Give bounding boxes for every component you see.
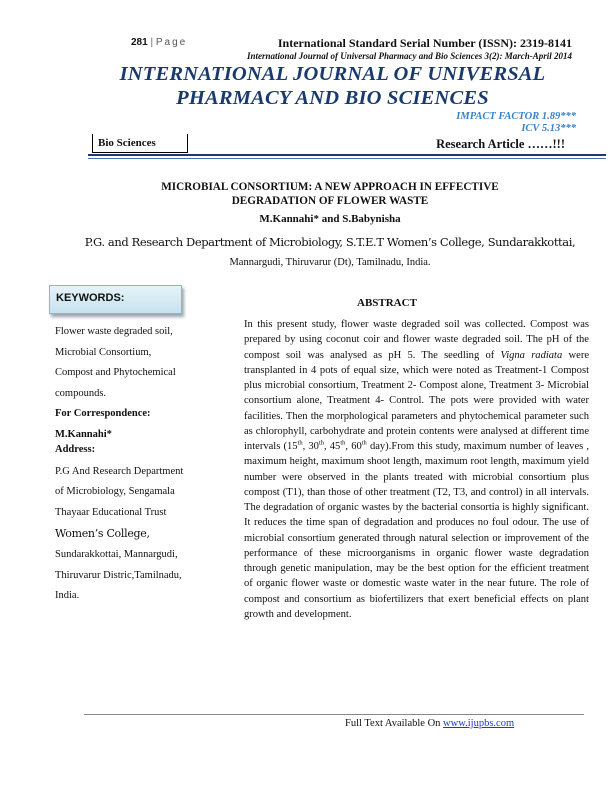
page-label: Page: [155, 37, 188, 48]
address-line: of Microbiology, Sengamala: [55, 486, 175, 498]
page-number-value: 281: [131, 37, 148, 48]
footer: [345, 718, 514, 729]
abstract-heading: ABSTRACT: [357, 297, 417, 309]
address-line: India.: [55, 590, 80, 602]
header-rule-thin: [88, 158, 606, 159]
correspondent-name: M.Kannahi*: [55, 428, 112, 440]
abstract-text: , 60: [345, 441, 362, 452]
journal-title-line2: PHARMACY AND BIO SCIENCES: [176, 87, 489, 109]
authors: M.Kannahi* and S.Babynisha: [259, 213, 401, 225]
page-number: [131, 37, 187, 48]
abstract-body: [244, 317, 589, 622]
address-line: Thiruvarur Distric,Tamilnadu,: [55, 569, 182, 581]
abstract-text: day).From this study, maximum number of leaves , maximum height, maximum shoot length, maximum root length, maximum yield number were observed in the plants treated with microbial consortium plus compost (T1), than those of other treatment (T2, T3, and control) in all intervals. The degradation of organic wastes by the bacterial consortia is highly significant. It reduces the time span of degradation and produces no foul odour. The use of microbial consortium generated through natural selection or improvement of the performance of these microorganisms in organic flower waste degradation through genetic manipulation, may be the best option for the efficient treatment of organic flower waste or domestic waste water in the near future. The role of compost and consortium as biofertilizers that exert beneficial effects on plant growth and development.: [244, 441, 590, 620]
category-box: Bio Sciences: [92, 134, 188, 153]
abstract-text: , 45: [324, 441, 341, 452]
issn-line: International Standard Serial Number (ISSN): 2319-8141: [277, 36, 572, 50]
ordinal-suffix: th: [361, 439, 367, 447]
keyword-item: Flower waste degraded soil,: [55, 326, 173, 337]
address-line: Thayaar Educational Trust: [55, 507, 167, 519]
address-heading: Address:: [55, 443, 96, 455]
footer-rule: [84, 714, 584, 715]
correspondence-heading: For Correspondence:: [55, 408, 151, 420]
address-line: Sundarakkottai, Mannargudi,: [55, 548, 178, 560]
sidebar-column: [55, 322, 230, 607]
article-title: [80, 180, 580, 208]
article-title-line1: MICROBIAL CONSORTIUM: A NEW APPROACH IN EFFECTIVE: [161, 181, 499, 193]
article-type: Research Article ……!!!: [436, 137, 565, 151]
page-separator: |: [150, 37, 154, 48]
ordinal-suffix: th: [297, 439, 303, 447]
journal-title: [60, 62, 605, 110]
address-line: Women’s College,: [55, 526, 150, 540]
icv-value: ICV 5.13***: [521, 123, 576, 134]
species-name: Vigna radiata: [500, 349, 563, 361]
abstract-text: , 30: [302, 441, 319, 452]
citation-line: International Journal of Universal Pharmacy and Bio Sciences 3(2): March-April 2014: [246, 51, 572, 61]
ordinal-suffix: th: [340, 439, 346, 447]
footer-text: Full Text Available On: [345, 718, 444, 729]
address-line: P.G And Research Department: [55, 465, 184, 477]
header-rule-thick: [88, 154, 606, 156]
affiliation-line2: Mannargudi, Thiruvarur (Dt), Tamilnadu, India.: [229, 257, 431, 268]
keyword-item: Compost and Phytochemical: [55, 367, 176, 379]
impact-factor: IMPACT FACTOR 1.89***: [456, 111, 576, 122]
footer-link[interactable]: www.ijupbs.com: [443, 718, 515, 729]
journal-title-line1: INTERNATIONAL JOURNAL OF UNIVERSAL: [119, 63, 546, 85]
keyword-item: compounds.: [55, 387, 107, 399]
affiliation-line1: P.G. and Research Department of Microbiology, S.T.E.T Women’s College, Sundarakkottai,: [84, 235, 576, 249]
keywords-heading: KEYWORDS:: [49, 285, 182, 314]
abstract-text: In this present study, flower waste degraded soil was collected. Compost was prepared by using coconut coir and flower waste degraded soil. The pH of the compost soil was analysed as pH 5. The seedling of: [244, 319, 589, 361]
ordinal-suffix: th: [318, 439, 324, 447]
keyword-item: Microbial Consortium,: [55, 346, 152, 358]
abstract-text: were transplanted in 4 pots of equal size, which were noted as Treatment-1 Compost plus microbial consortium, Treatment 2- Compost alone, Treatment 3- Microbial consortium alone, Treatment 4- Control. The pots were provided with water facilities. Then the morphological parameters and phytochemical parameter such as chlorophyll, carbohydrate and protein contents were analysed at different time intervals (15: [244, 349, 590, 452]
article-title-line2: DEGRADATION OF FLOWER WASTE: [231, 195, 429, 207]
